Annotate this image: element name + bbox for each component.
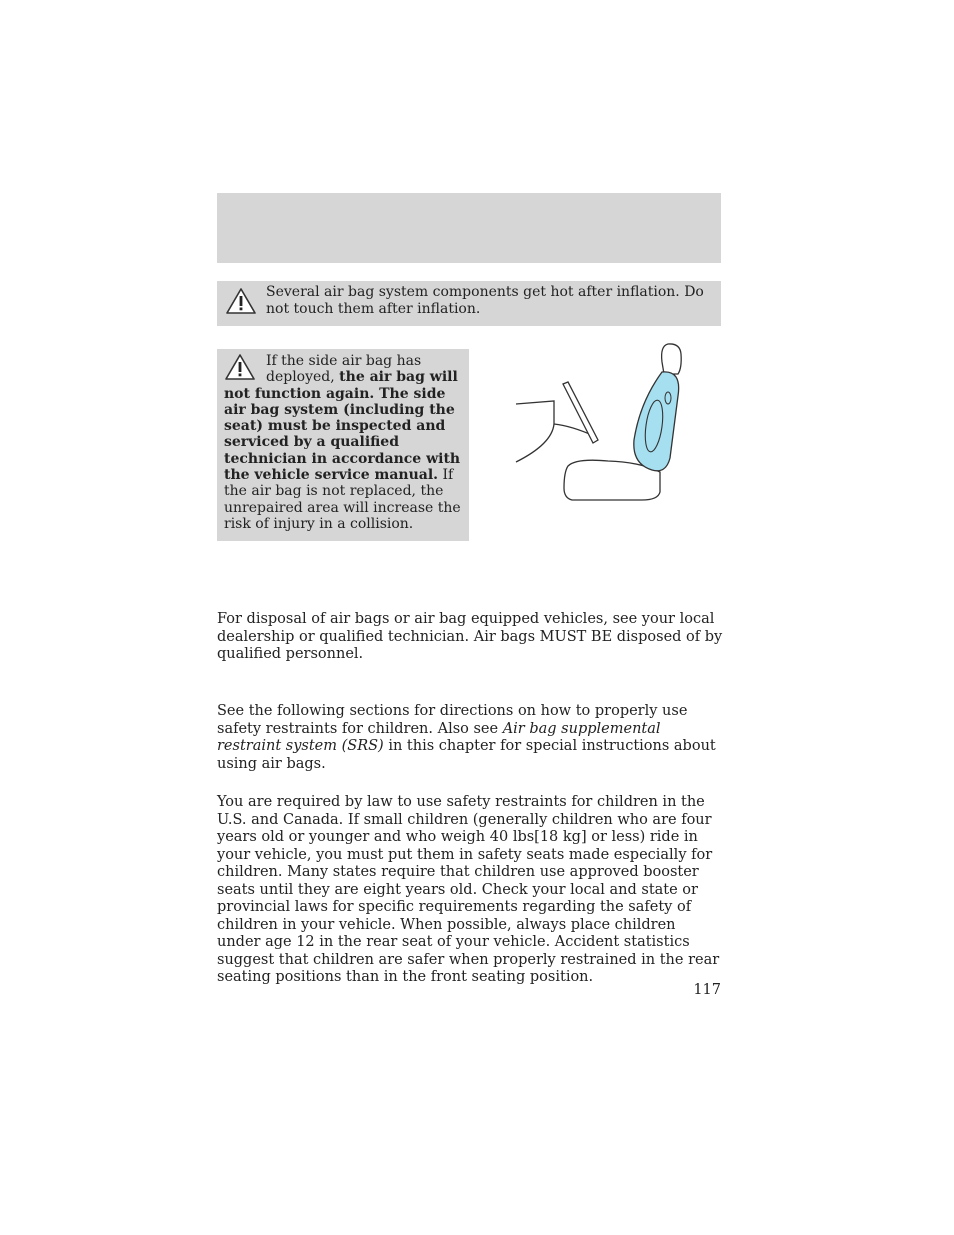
children-intro-b: in this chapter for special instructions about using air bags. — [217, 738, 716, 772]
page-number: 117 — [693, 982, 721, 998]
children-intro-paragraph — [217, 703, 723, 773]
warning-text: Several air bag system components get hot after inflation. Do not touch them after inflation. — [266, 284, 704, 317]
warning-triangle-icon — [224, 353, 256, 381]
warning-bold: the air bag will not function again. The side air bag system (including the seat) must be inspected and serviced by a qualified technician in accordance with the vehicle service manual. — [224, 369, 461, 484]
warning-triangle-icon — [225, 287, 257, 315]
warning-box-hot-components — [217, 281, 721, 326]
warning-icon-wrap — [224, 353, 266, 385]
warning-text-side-airbag — [224, 353, 464, 532]
children-intro-a: See the following sections for directions on how to properly use safety restraints for children. Also see — [217, 703, 688, 737]
warning-box-side-airbag — [217, 349, 469, 541]
warning-intro: If the side air bag has deployed, — [266, 353, 422, 386]
seat-airbag-illustration — [512, 340, 692, 504]
disposal-paragraph: For disposal of air bags or air bag equipped vehicles, see your local dealership or qualified technician. Air bags MUST BE disposed of by qualified personnel. — [217, 611, 723, 662]
srs-section-reference: Air bag supplemental restraint system (SRS) — [217, 720, 661, 754]
section-header-band — [217, 193, 721, 263]
warning-rest: If the air bag is not replaced, the unrepaired area will increase the risk of injury in a collision. — [224, 467, 461, 532]
child-restraint-law-paragraph: You are required by law to use safety restraints for children in the U.S. and Canada. If small children (generally children who are four years old or younger and who weigh 40 lbs[18 kg] or less) ride in your vehicle, you must put them in safety seats made especially for children. Many states require that children use approved booster seats until they are eight years old. Check your local and state or provincial laws for specific requirements regarding the safety of children in your vehicle. When possible, always place children under age 12 in the rear seat of your vehicle. Accident statistics suggest that children are safer when properly restrained in the rear seating positions than in the front seating position. — [217, 794, 720, 985]
